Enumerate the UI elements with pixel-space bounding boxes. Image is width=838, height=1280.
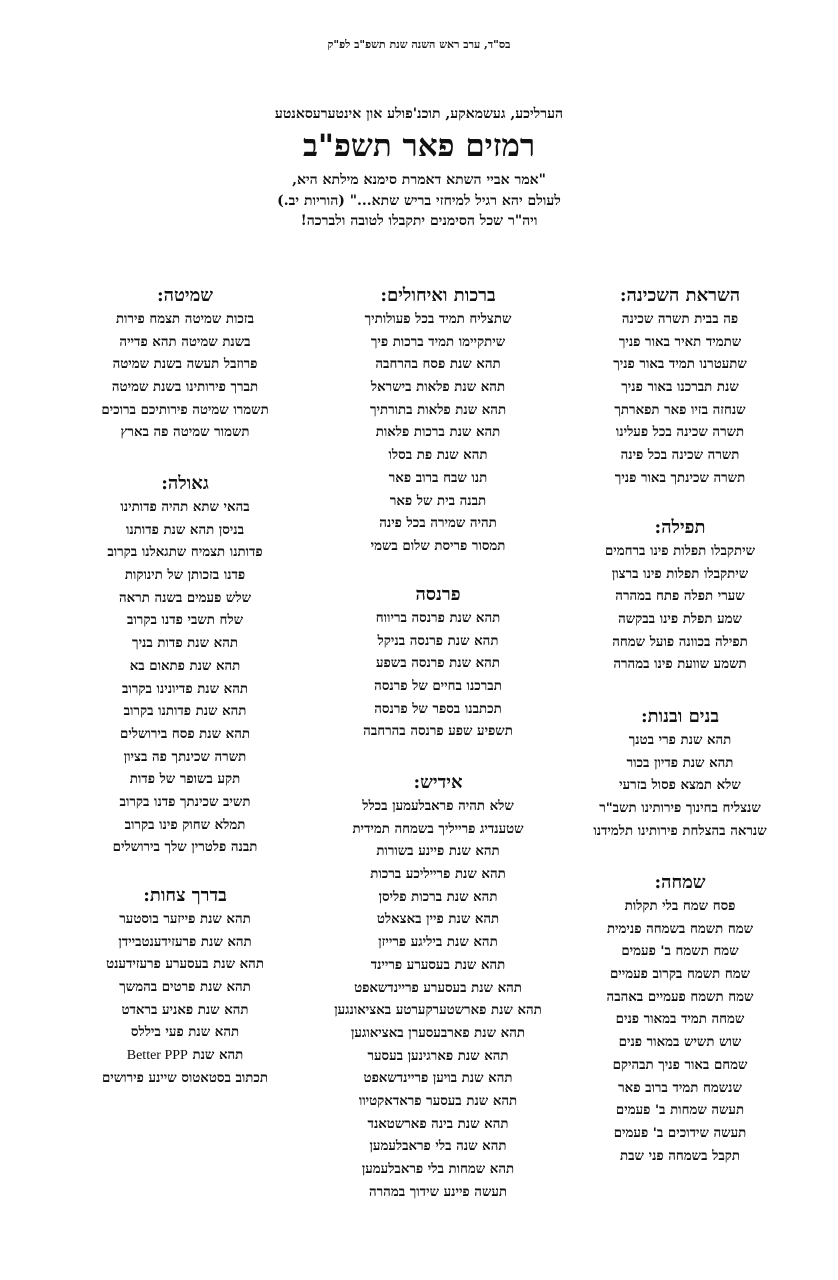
list-item: שמח תשמח ב' פעמים (621, 944, 739, 960)
list-item: תהיה שמירה בכל פינה (379, 516, 497, 532)
list-item: פסח שמח בלי תקלות (624, 899, 736, 914)
list-item: תהא שנת פדות בניך (132, 636, 238, 652)
list-item: תהא שנת פדיון בכור (626, 755, 734, 771)
list-item: תהא שנת בעסער פראדאקטיוו (358, 1093, 518, 1109)
list-item: תהא שנת בינה פארשטאנד (367, 1116, 509, 1132)
quote-line: "אמר אביי השתא דאמרת סימנא מילתא היא, (292, 172, 546, 188)
list-item: תשפיע שפע פרנסה בהרחבה (363, 724, 513, 740)
list-item: תעשה שמחות ב' פעמים (615, 1103, 745, 1119)
list-item: תהא שנת פארגינען בעסער (367, 1048, 509, 1064)
list-item: תהא שנת בעסערע פריינדשאפט (354, 980, 522, 996)
list-item: שמחם באור פניך תבהיקם (612, 1057, 748, 1073)
list-item: תהא שנת פרייליכע ברכות (370, 867, 506, 883)
list-item: תהא שנת פיין באצאלט (376, 912, 500, 928)
list-item (55, 1045, 315, 1068)
list-item: תהא שנת פארבעסערן באציאוגען (351, 1025, 525, 1041)
opening-quote (0, 170, 838, 232)
section (308, 582, 568, 744)
list-item: תהא שנת פרי בטנך (628, 733, 732, 748)
section (550, 870, 810, 1168)
subtitle: הערליכע, געשמאקע, תוכנ'פולע און אינטערעסאנטע (274, 106, 564, 122)
list-item: תכתוב בסטאטוס שיינע פירושים (101, 1070, 269, 1086)
list-item: תנו שבח ברוב פאר (388, 470, 488, 486)
list-item: תהא שנת פעי ביללס (130, 1025, 240, 1041)
section (308, 283, 568, 559)
list-item: שנשמח תמיד ברוב פאר (618, 1080, 742, 1096)
list-item: תעשה פיינע שידוך במהרה (369, 1184, 507, 1200)
list-item: תהא שנת פדותנו בקרוב (123, 704, 247, 720)
list-item: תהא שנת פדיונינו בקרוב (122, 681, 248, 697)
quote-line: ויה"ר שכל הסימנים יתקבלו לטובה ולברכה! (300, 213, 538, 229)
list-item: תהא שנת בויען פריינדשאפט (363, 1071, 513, 1087)
quote-line: לעולם יהא רגיל למיחזי בריש שתא..." (הוריות יב.) (277, 192, 561, 209)
list-item: תהא שנת בעסערע פריינד (370, 957, 506, 973)
list-item: שיתקיימו תמיד ברכות פיך (370, 334, 506, 350)
section-heading: תפילה: (654, 517, 706, 538)
list-item: תהא שנת פת בסלו (388, 448, 488, 464)
list-item: תמלא שחוק פינו בקרוב (124, 817, 246, 833)
list-item: שתמיד תאיר באור פניך (618, 334, 742, 350)
section-heading: בנים ובנות: (640, 706, 720, 727)
list-item: תהא שמחות בלי פראבלעמען (361, 1162, 515, 1177)
section (55, 883, 315, 1091)
list-item: תקבל בשמחה פני שבת (620, 1148, 740, 1164)
list-item: תהא שנת ביליגע פרייזן (378, 935, 498, 951)
section (55, 283, 315, 445)
list-item: תקע בשופר של פדות (129, 772, 241, 788)
list-item: שוש תשיש במאור פנים (618, 1035, 742, 1051)
section (550, 515, 810, 677)
list-item: תהא שנת ברכות פליסן (378, 889, 498, 905)
list-item: תשיב שכינתך פדנו בקרוב (119, 794, 251, 810)
list-item: תשרה שכינתך באור פניך (614, 470, 746, 486)
list-item: בניסן תהא שנת פדותנו (125, 522, 245, 538)
list-item: תשמע שוועת פינו במהרה (613, 657, 747, 673)
list-item: תפילה בכוונה פועל שמחה (612, 634, 748, 650)
list-item: תשרה שכינה בכל פינה (620, 448, 740, 464)
list-item: פרוזבל תעשה בשנת שמיטה (112, 357, 258, 373)
list-item: פה בבית תשרה שכינה (621, 312, 739, 327)
list-item-latin: Better PPP (126, 1048, 188, 1064)
list-item: שמע תפלת פינו בבקשה (618, 612, 742, 628)
list-item: תברכנו בחיים של פרנסה (374, 679, 502, 695)
list-item: תהא שנת פלאות בישראל (370, 380, 506, 396)
list-item: שנצליח בחינוך פירותינו תשב"ר (599, 801, 761, 817)
list-item: תשמור שמיטה פה בארץ (120, 425, 250, 441)
section-heading: גאולה: (161, 473, 209, 494)
list-item: תהא שנת פסח בירושלים (120, 726, 250, 742)
list-item: תהא שנת פאניע בראדט (121, 1002, 249, 1018)
list-item: תשרה שכינתך פה בציון (123, 749, 247, 765)
list-item: שיתקבלו תפלות פינו ברצון (611, 566, 749, 582)
list-item: תהא שנת פסח בהרחבה (375, 357, 501, 373)
list-item: תהא שנת ברכות פלאות (375, 425, 501, 441)
list-item: פדותנו תצמיח שתגאלנו בקרוב (107, 545, 263, 561)
section-heading: שמיטה: (156, 285, 213, 306)
list-item: שיתקבלו תפלות פינו ברחמים (604, 544, 756, 559)
list-item: תכתבנו בספר של פרנסה (374, 701, 502, 717)
list-item: תהא שנה בלי פראבלעמען (369, 1139, 507, 1155)
list-item: שלא תמצא פסול בזרעי (619, 778, 741, 794)
page-title: רמזים פאר תשפ"ב (302, 128, 536, 164)
list-item: שטענדיג פרייליך בשמחה תמידית (352, 821, 524, 837)
list-item: תהא שנת פרנסה בניקל (377, 633, 499, 649)
section-heading: השראת השכינה: (619, 285, 741, 306)
list-item: תמסור פריסת שלום בשמי (370, 538, 506, 554)
list-item: שנחזה בזיו פאר תפארתך (614, 402, 746, 418)
section-heading: אידיש: (413, 772, 463, 793)
list-item: שתעטרנו תמיד באור פניך (613, 357, 747, 373)
header-dateline: בס"ד, ערב ראש השנה שנת תשפ"ב לפ"ק (327, 38, 511, 51)
list-item: בזכות שמיטה תצמח פירות (115, 312, 255, 327)
list-item: שלח תשבי פדנו בקרוב (126, 613, 244, 629)
section (308, 770, 568, 1204)
list-item: שנת תברכנו באור פניך (621, 380, 739, 396)
section (55, 471, 315, 860)
list-item: בשנת שמיטה תהא פדייה (119, 334, 251, 350)
section (550, 704, 810, 843)
list-item: תהא שנת פארשטערקערטע באציאונגען (334, 1003, 542, 1019)
list-item: תהא שנת פייזער בוסטער (119, 912, 251, 927)
list-item: תהא שנת פלאות בתורתיך (369, 402, 507, 418)
section-heading: שמחה: (654, 872, 706, 893)
list-item: תהא שנת פתאום בא (129, 658, 241, 674)
list-item: שמח תשמח פעמיים באהבה (606, 989, 754, 1005)
list-item: שערי תפלה פתח במהרה (615, 589, 745, 605)
list-item: בהאי שתא תהיה פדותינו (120, 500, 250, 515)
list-item: שתצליח תמיד בכל פעולותיך (364, 312, 512, 327)
list-item: שמח תשמח בקרוב פעמיים (609, 967, 751, 983)
section-heading: ברכות ואיחולים: (380, 285, 496, 306)
list-item: תהא שנת פרנסה בריווח (375, 611, 501, 626)
section-heading: בדרך צחות: (143, 885, 227, 906)
list-item: תעשה שידוכים ב' פעמים (613, 1125, 747, 1141)
list-item: תשרה שכינה בכל פעלינו (615, 425, 745, 441)
list-item: תהא שנת פרעזידענטביידן (118, 934, 252, 950)
list-item: תברך פירותינו בשנת שמיטה (111, 380, 259, 396)
list-item: תהא שנת בעסערע פרעזידענט (106, 957, 264, 973)
section-heading: פרנסה (415, 584, 461, 605)
list-item-hebrew: תהא שנת (192, 1048, 244, 1064)
list-item: תהא שנת פרטים בהמשך (119, 980, 251, 996)
list-item: שמחה תמיד במאור פנים (615, 1012, 745, 1028)
list-item: תבנה בית של פאר (389, 493, 487, 509)
list-item: שמח תשמח בשמחה פנימית (606, 921, 754, 937)
list-item: תהא שנת פרנסה בשפע (376, 656, 500, 672)
list-item: שלש פעמים בשנה תראה (119, 590, 251, 606)
list-item: תבנה פלטרין שלך בירושלים (112, 840, 258, 856)
list-item: שנראה בהצלחת פירותינו תלמידנו (593, 823, 767, 839)
list-item: תשמרו שמיטה פירותיכם ברוכים (101, 402, 269, 418)
list-item: תהא שנת פיינע בשורות (376, 844, 500, 860)
list-item: פדנו בזכותן של תינוקות (124, 568, 246, 584)
list-item: שלא תהיה פראבלעמען בכלל (362, 799, 514, 814)
section (550, 283, 810, 491)
